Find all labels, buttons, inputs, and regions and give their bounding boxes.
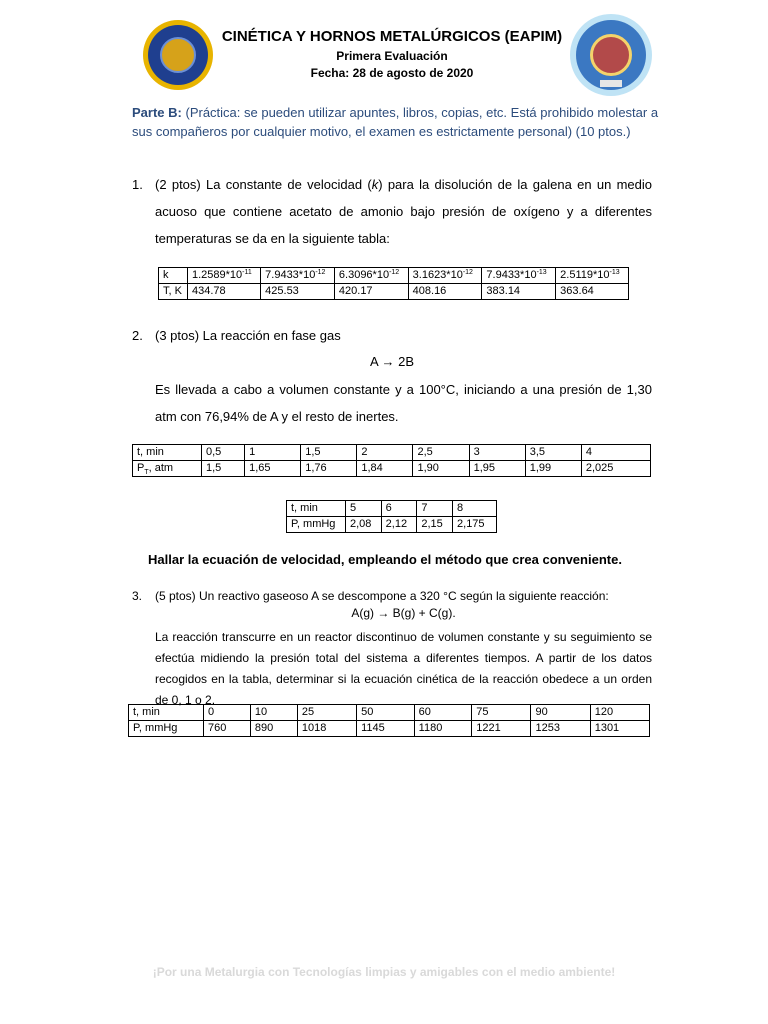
table-row [129, 721, 650, 737]
rate-constant-table [158, 267, 629, 300]
table-cell: P, mmHg [287, 517, 346, 533]
table-row [159, 268, 629, 284]
question-2 [132, 322, 652, 349]
table-cell: 2,15 [417, 517, 453, 533]
table-cell: 2 [357, 445, 413, 461]
table-cell: P, mmHg [129, 721, 204, 737]
question-3-reaction: A(g) → B(g) + C(g). [351, 606, 456, 620]
document-subtitle: Primera Evaluación [336, 49, 448, 63]
document-date: Fecha: 28 de agosto de 2020 [310, 66, 474, 80]
table-cell: k [159, 268, 188, 284]
table-cell: 425.53 [261, 284, 335, 300]
table-cell: 1,84 [357, 461, 413, 477]
question-1 [132, 171, 652, 252]
table-row [133, 461, 651, 477]
table-cell: 50 [357, 705, 415, 721]
question-3 [132, 586, 652, 607]
table-cell: 2,025 [581, 461, 650, 477]
question-1-text-a: (2 ptos) La constante de velocidad ( [155, 177, 372, 192]
table-cell: $2.5119*10^{-13}$ [556, 268, 629, 284]
table-row [133, 445, 651, 461]
table-cell: 1145 [357, 721, 415, 737]
table-cell: 1,76 [301, 461, 357, 477]
question-3-description: La reacción transcurre en un reactor discontinuo de volumen constante y su seguimiento se efectúa midiendo la presión total del sistema a diferentes tiempos. A partir de los datos recogidos en la tabla, determinar si la ecuación cinética de la reacción obedece a un orden de 0, 1 o 2. [155, 630, 652, 707]
table-cell: 25 [297, 705, 356, 721]
table-cell: 1,95 [469, 461, 525, 477]
table-cell: 1301 [590, 721, 649, 737]
question-1-k-symbol: k [371, 177, 379, 192]
table-cell: 420.17 [334, 284, 408, 300]
question-1-text [155, 171, 652, 252]
table-cell: 90 [531, 705, 590, 721]
table-cell: 2,175 [453, 517, 497, 533]
table-cell: 383.14 [482, 284, 556, 300]
pressure-time-table-1 [132, 444, 651, 477]
table-cell: 434.78 [188, 284, 261, 300]
table-cell: $7.9433*10^{-12}$ [261, 268, 335, 284]
table-cell: 760 [204, 721, 251, 737]
table-cell: 1,5 [301, 445, 357, 461]
question-2-number: 2. [132, 328, 143, 343]
part-b-instructions [132, 103, 660, 141]
table-cell: 1253 [531, 721, 590, 737]
question-1-number: 1. [132, 177, 143, 192]
table-cell: 120 [590, 705, 649, 721]
table-row [287, 501, 497, 517]
table-cell: 5 [346, 501, 382, 517]
table-cell: 1,65 [245, 461, 301, 477]
table-cell: 4 [581, 445, 650, 461]
table-cell: 6 [381, 501, 417, 517]
table-cell: t, min [129, 705, 204, 721]
table-cell: 0,5 [202, 445, 245, 461]
document-title: CINÉTICA Y HORNOS METALÚRGICOS (EAPIM) [221, 28, 563, 45]
table-row [129, 705, 650, 721]
table-cell: t, min [133, 445, 202, 461]
table-cell: $7.9433*10^{-13}$ [482, 268, 556, 284]
table-cell: 75 [472, 705, 531, 721]
question-3-number: 3. [132, 589, 143, 603]
footer-slogan: ¡Por una Metalurgia con Tecnologías limpias y amigables con el medio ambiente! [152, 965, 616, 979]
question-1-text-b: ) para la disolución de la galena en un medio acuoso que contiene acetato de amonio bajo presión de oxígeno y a diferentes temperaturas se da en la siguiente tabla: [155, 177, 652, 246]
table-row [287, 517, 497, 533]
table-cell: 3,5 [525, 445, 581, 461]
table-cell: 1,99 [525, 461, 581, 477]
table-cell: 8 [453, 501, 497, 517]
pressure-time-table-3 [128, 704, 650, 737]
table-cell: T, K [159, 284, 188, 300]
table-cell: 890 [250, 721, 297, 737]
seal-emblem [160, 37, 196, 73]
part-b-label: Parte B: [132, 105, 182, 120]
table-cell: 1,5 [202, 461, 245, 477]
table-cell: 60 [414, 705, 472, 721]
table-row [159, 284, 629, 300]
table-cell: 1221 [472, 721, 531, 737]
question-2-conditions: Es llevada a cabo a volumen constante y a 100°C, iniciando a una presión de 1,30 atm con 76,94% de A y el resto de inertes. [155, 382, 652, 424]
table-cell: 10 [250, 705, 297, 721]
question-2-task: Hallar la ecuación de velocidad, empleando el método que crea conveniente. [148, 552, 622, 567]
table-cell: 2,12 [381, 517, 417, 533]
question-2-text: (3 ptos) La reacción en fase gas [155, 328, 341, 343]
table-cell: 1,90 [413, 461, 469, 477]
table-cell: 363.64 [556, 284, 629, 300]
table-cell: 2,5 [413, 445, 469, 461]
table-cell: t, min [287, 501, 346, 517]
table-cell: 0 [204, 705, 251, 721]
table-cell: $3.1623*10^{-12}$ [408, 268, 482, 284]
table-cell: 3 [469, 445, 525, 461]
part-b-text: (Práctica: se pueden utilizar apuntes, libros, copias, etc. Está prohibido molestar a sus compañeros por cualquier motivo, el examen es estrictamente personal) (10 ptos.) [132, 105, 659, 139]
logo-emblem [590, 34, 632, 76]
table-cell: 1 [245, 445, 301, 461]
logo-year-band [600, 80, 622, 87]
question-2-reaction: A → 2B [369, 354, 415, 369]
table-cell: 2,08 [346, 517, 382, 533]
table-cell: $6.3096*10^{-12}$ [334, 268, 408, 284]
table-cell: 408.16 [408, 284, 482, 300]
table-cell: 1018 [297, 721, 356, 737]
table-cell: 1180 [414, 721, 472, 737]
table-cell: 7 [417, 501, 453, 517]
question-3-text: (5 ptos) Un reactivo gaseoso A se descompone a 320 °C según la siguiente reacción: [155, 589, 609, 603]
pressure-time-table-2 [286, 500, 497, 533]
table-cell: $P_T$, atm [133, 461, 202, 477]
table-cell: $1.2589*10^{-11}$ [188, 268, 261, 284]
